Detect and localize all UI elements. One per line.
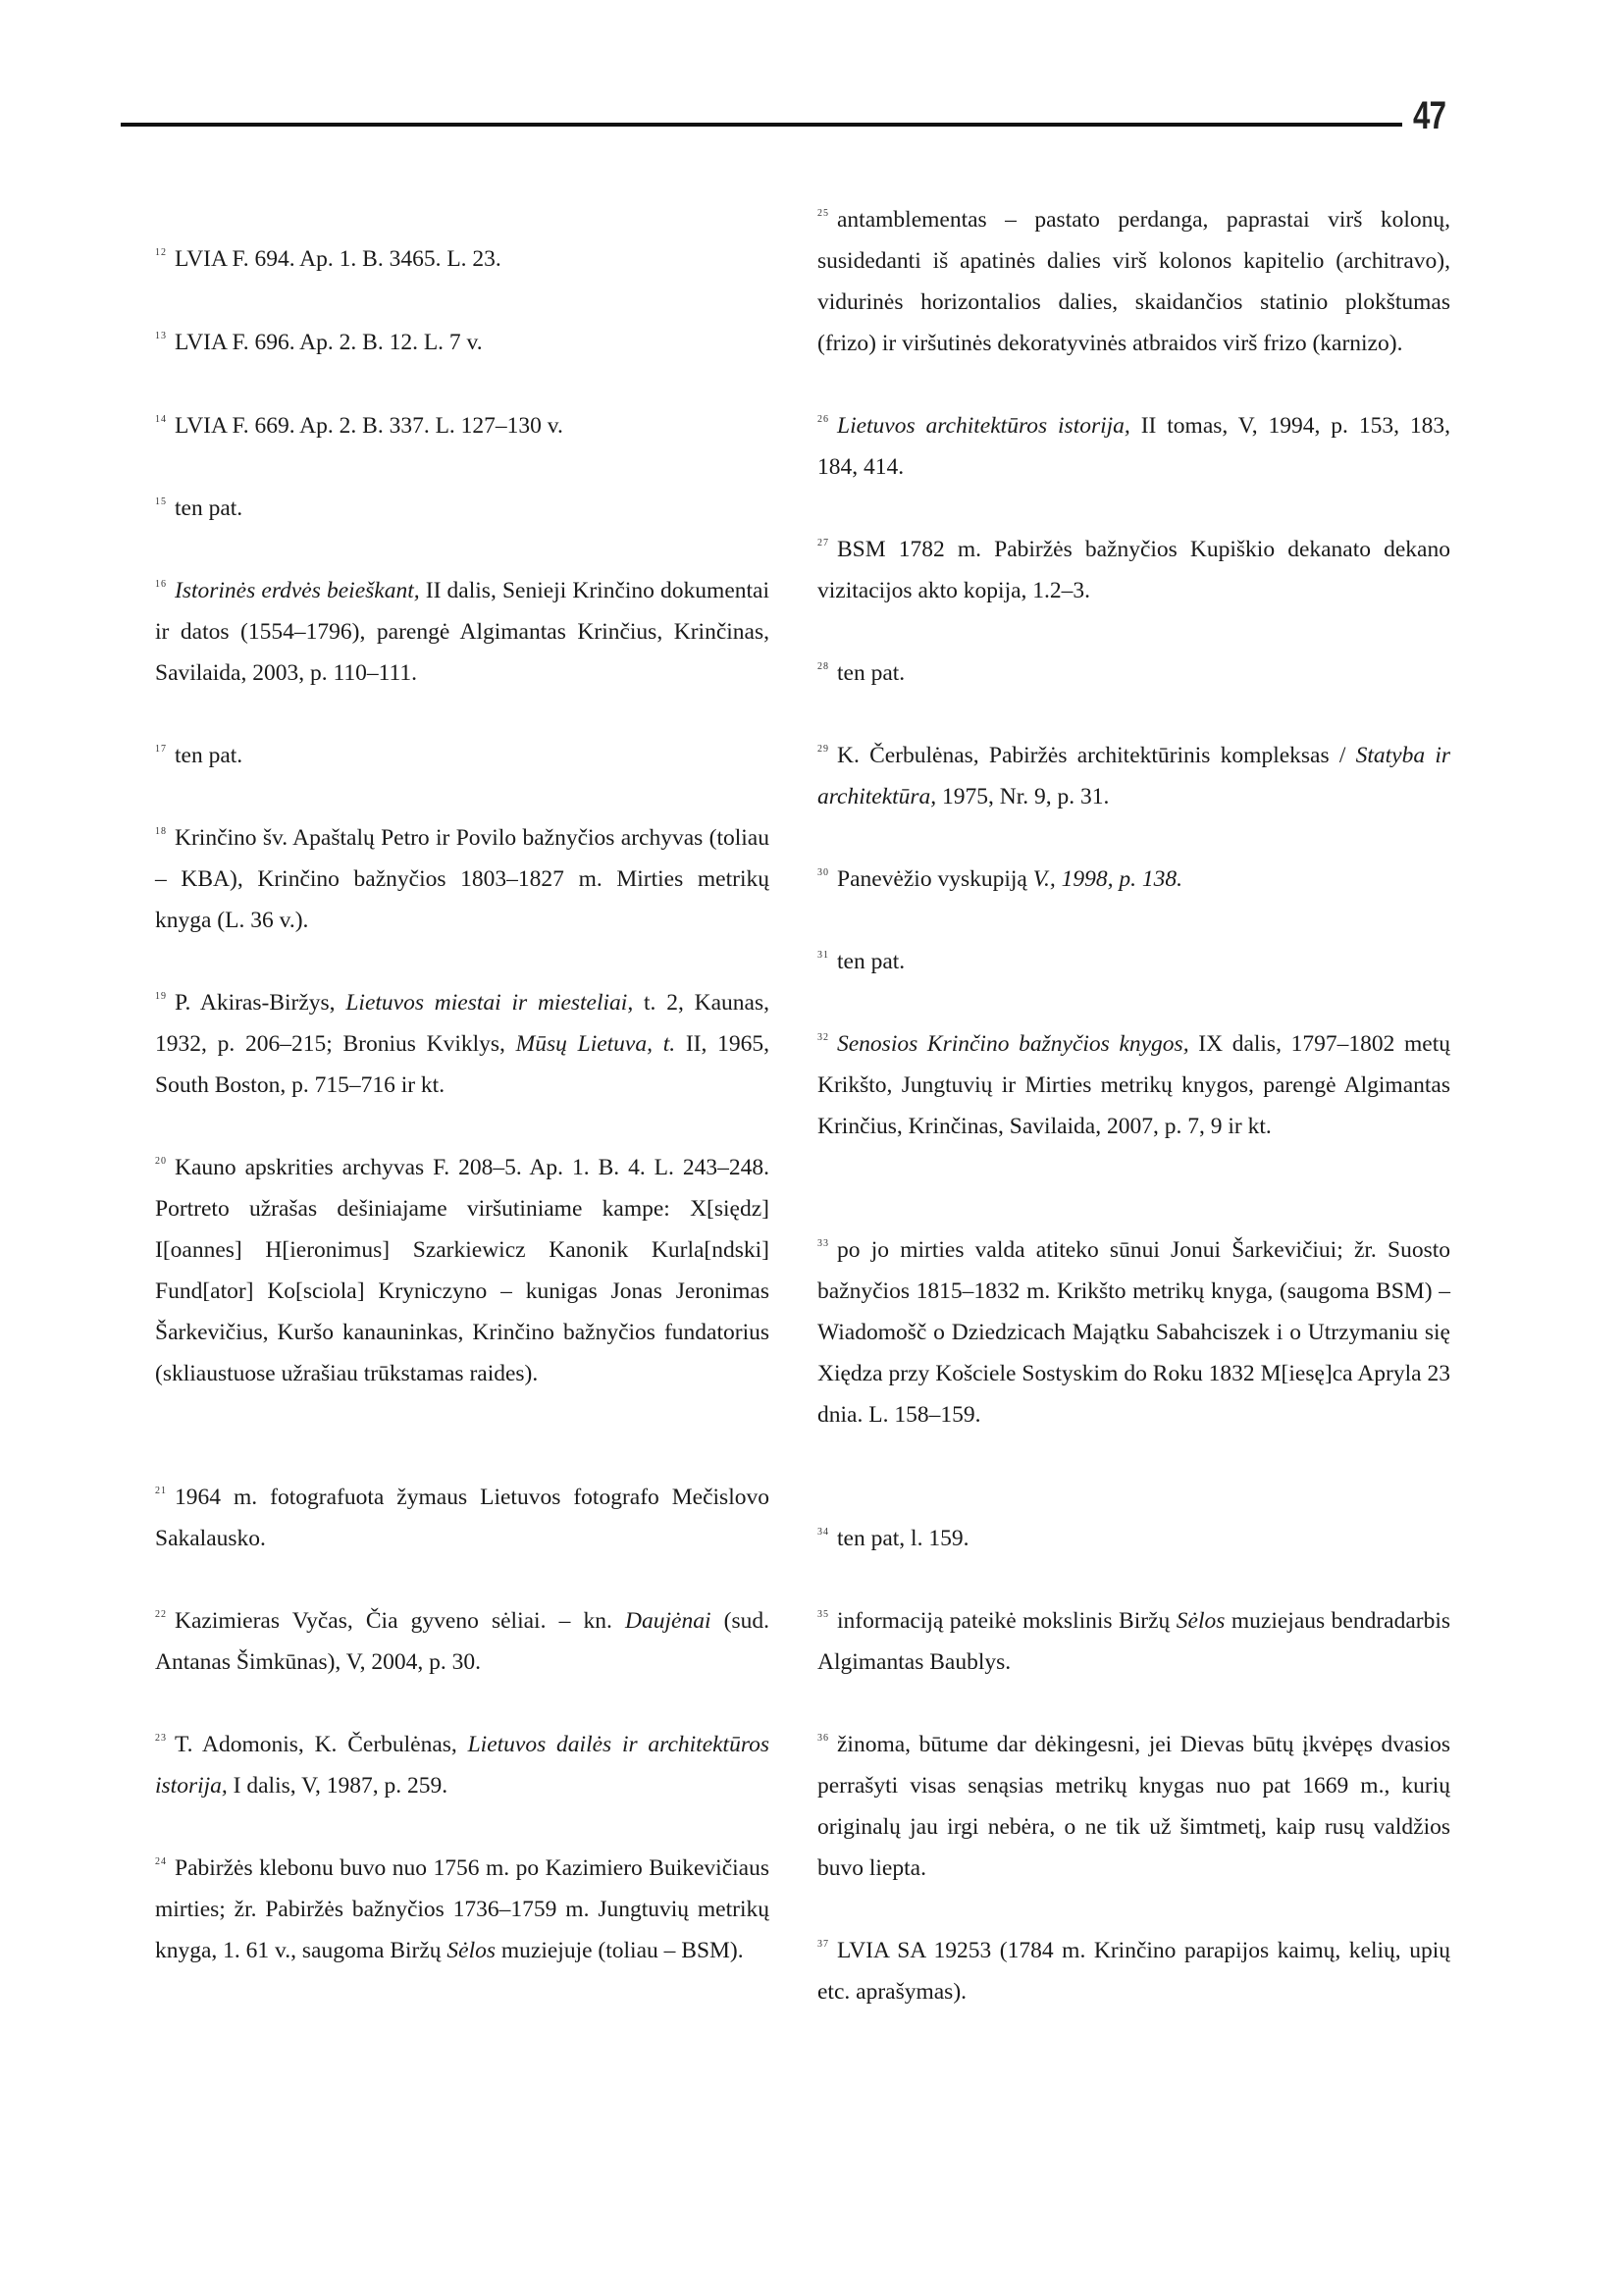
footnote-number: 18 <box>155 826 167 837</box>
footnote-text: ten pat. <box>837 949 906 974</box>
footnote-number: 28 <box>817 661 829 672</box>
footnote-text: I dalis, V, 1987, p. 259. <box>227 1773 448 1799</box>
footnote-21 <box>155 1471 769 1559</box>
footnote-text: 1975, Nr. 9, p. 31. <box>936 784 1110 809</box>
footnote-text: II tomas, V, 1994, p. 153, 183, 184, 414. <box>817 413 1450 480</box>
footnote-19 <box>155 976 769 1106</box>
footnote-italic-title: V., 1998, p. 138. <box>1032 866 1183 892</box>
footnote-text: LVIA F. 694. Ap. 1. B. 3465. L. 23. <box>175 246 501 272</box>
footnote-text: ten pat. <box>175 743 243 768</box>
footnote-italic-title: Senosios Krinčino bažnyčios knygos, <box>837 1031 1189 1057</box>
footnote-text: K. Čerbulėnas, Pabiržės architektūrinis kompleksas / <box>837 743 1356 768</box>
footnote-number: 15 <box>155 496 167 507</box>
footnote-number: 12 <box>155 247 167 258</box>
footnote-text: BSM 1782 m. Pabiržės bažnyčios Kupiškio dekanato dekano vizitacijos akto kopija, 1.2–3. <box>817 537 1450 603</box>
footnote-italic-title: Lietuvos architektūros istorija, <box>837 413 1130 439</box>
footnote-13 <box>155 316 769 363</box>
footnote-number: 24 <box>155 1856 167 1867</box>
footnote-number: 20 <box>155 1156 167 1167</box>
footnote-italic-title: Sėlos <box>446 1938 497 1963</box>
footnote-number: 16 <box>155 579 167 590</box>
footnote-text: 1964 m. fotografuota žymaus Lietuvos fotografo Mečislovo Sakalausko. <box>155 1485 769 1551</box>
footnote-text: po jo mirties valda atiteko sūnui Jonui Šarkevičiui; žr. Suosto bažnyčios 1815–1832 m. Krikšto metrikų knyga, (saugoma BSM) – Wiadomošč o Dziedzicach Majątku Sabahciszek i o Utrzymaniu się Xiędza przy Košciele Sostyskim do Roku 1832 M[iesę]ca Apryla 23 dnia. L. 158–159. <box>817 1237 1450 1428</box>
footnote-16 <box>155 564 769 694</box>
footnote-14 <box>155 399 769 446</box>
footnote-number: 14 <box>155 414 167 425</box>
footnote-number: 31 <box>817 950 829 961</box>
footnote-number: 30 <box>817 867 829 878</box>
footnote-number: 21 <box>155 1486 167 1496</box>
footnote-20 <box>155 1141 769 1394</box>
footnote-27 <box>817 523 1450 611</box>
footnote-23 <box>155 1718 769 1806</box>
footnote-text: t. 2, Kaunas, 1932, p. 206–215; Bronius Kviklys, <box>155 990 769 1057</box>
footnote-text: LVIA F. 669. Ap. 2. B. 337. L. 127–130 v. <box>175 413 563 439</box>
page-number: 47 <box>1413 94 1446 137</box>
footnote-italic-title: Mūsų Lietuva, t. <box>515 1031 676 1057</box>
footnote-number: 25 <box>817 208 829 219</box>
footnote-22 <box>155 1594 769 1683</box>
footnote-text: LVIA SA 19253 (1784 m. Krinčino parapijos kaimų, kelių, upių etc. aprašymas). <box>817 1938 1450 2005</box>
footnote-33 <box>817 1224 1450 1435</box>
footnote-text: informaciją pateikė mokslinis Biržų <box>837 1608 1177 1634</box>
footnote-number: 27 <box>817 538 829 548</box>
footnote-text: IX dalis, 1797–1802 metų Krikšto, Jungtuvių ir Mirties metrikų knygos, parengė Algimantas Krinčius, Krinčinas, Savilaida, 2007, p. 7, 9 ir kt. <box>817 1031 1451 1139</box>
footnote-text: P. Akiras-Biržys, <box>175 990 346 1016</box>
header-rule <box>121 123 1402 127</box>
footnote-number: 32 <box>817 1032 829 1043</box>
footnote-30 <box>817 853 1450 900</box>
footnote-text: antamblementas – pastato perdanga, paprastai virš kolonų, susidedanti iš apatinės dalies virš kolonos kapitelio (architravo), vidurinės horizontalios dalies, skaidančios statinio plokštumas (frizo) ir viršutinės dekoratyvinės atbraidos virš frizo (karnizo). <box>817 207 1450 356</box>
footnote-italic-title: Daujėnai <box>625 1608 711 1634</box>
footnote-number: 17 <box>155 744 167 755</box>
footnote-text: muziejaus bendradarbis Algimantas Baublys. <box>817 1608 1451 1675</box>
footnote-text: (sud. Antanas Šimkūnas), V, 2004, p. 30. <box>155 1608 769 1675</box>
footnote-28 <box>817 647 1450 694</box>
footnote-17 <box>155 729 769 776</box>
footnote-37 <box>817 1924 1450 2012</box>
footnote-text: T. Adomonis, K. Čerbulėnas, <box>175 1732 468 1757</box>
footnote-number: 22 <box>155 1609 167 1620</box>
footnote-italic-title: Sėlos <box>1176 1608 1226 1634</box>
footnote-number: 26 <box>817 414 829 425</box>
footnote-text: Krinčino šv. Apaštalų Petro ir Povilo bažnyčios archyvas (toliau – KBA), Krinčino bažnyčios 1803–1827 m. Mirties metrikų knyga (L. 36 v.). <box>155 825 769 933</box>
footnote-text: ten pat, l. 159. <box>837 1526 969 1551</box>
footnote-number: 34 <box>817 1527 829 1538</box>
footnote-italic-title: Lietuvos miestai ir miesteliai, <box>345 990 634 1016</box>
footnote-26 <box>817 399 1450 488</box>
footnote-15 <box>155 482 769 529</box>
footnote-18 <box>155 811 769 941</box>
footnote-25 <box>817 193 1450 364</box>
footnote-text: Kazimieras Vyčas, Čia gyveno sėliai. – kn. <box>175 1608 626 1634</box>
footnote-text: LVIA F. 696. Ap. 2. B. 12. L. 7 v. <box>175 330 483 355</box>
footnote-italic-title: Istorinės erdvės beieškant, <box>175 578 420 603</box>
footnote-number: 19 <box>155 991 167 1002</box>
footnote-36 <box>817 1718 1450 1889</box>
footnote-number: 36 <box>817 1733 829 1744</box>
footnote-italic-title: Statyba ir architektūra, <box>817 743 1450 809</box>
footnote-number: 29 <box>817 744 829 755</box>
footnote-12 <box>155 233 769 280</box>
footnote-24 <box>155 1842 769 1971</box>
footnote-number: 37 <box>817 1939 829 1950</box>
footnote-number: 13 <box>155 331 167 341</box>
footnote-text: žinoma, būtume dar dėkingesni, jei Dievas būtų įkvėpęs dvasios perrašyti visas senąsias metrikų knygas nuo pat 1669 m., kurių originalų jau irgi nebėra, o ne tik už šimtmetį, kaip rusų valdžios buvo liepta. <box>817 1732 1450 1881</box>
footnote-italic-title: Lietuvos dailės ir architektūros istorija, <box>155 1732 769 1799</box>
footnote-text: ten pat. <box>175 496 243 521</box>
footnote-32 <box>817 1017 1450 1147</box>
footnote-number: 23 <box>155 1733 167 1744</box>
footnote-text: Panevėžio vyskupiją <box>837 866 1033 892</box>
footnote-text: muziejuje (toliau – BSM). <box>496 1938 744 1963</box>
footnote-number: 33 <box>817 1238 829 1249</box>
footnote-text: Kauno apskrities archyvas F. 208–5. Ap. 1. B. 4. L. 243–248. Portreto užrašas dešiniajame viršutiniame kampe: X[siędz] I[oannes] H[ieronimus] Szarkiewicz Kanonik Kurla[ndski] Fund[ator] Ko[sciola] Kryniczyno – kunigas Jonas Jeronimas Šarkevičius, Kuršo kanauninkas, Krinčino bažnyčios fundatorius (skliaustuose užrašiau trūkstamas raides). <box>155 1155 769 1386</box>
footnote-29 <box>817 729 1450 817</box>
footnote-text: II dalis, Senieji Krinčino dokumentai ir datos (1554–1796), parengė Algimantas Krinčius, Krinčinas, Savilaida, 2003, p. 110–111. <box>155 578 769 686</box>
footnote-35 <box>817 1594 1450 1683</box>
footnote-text: Pabiržės klebonu buvo nuo 1756 m. po Kazimiero Buikevičiaus mirties; žr. Pabiržės bažnyčios 1736–1759 m. Jungtuvių metrikų knyga, 1. 61 v., saugoma Biržų <box>155 1855 769 1963</box>
footnote-34 <box>817 1512 1450 1559</box>
footnote-31 <box>817 935 1450 982</box>
footnote-number: 35 <box>817 1609 829 1620</box>
footnote-text: ten pat. <box>837 660 906 686</box>
footnote-text: II, 1965, South Boston, p. 715–716 ir kt. <box>155 1031 769 1098</box>
